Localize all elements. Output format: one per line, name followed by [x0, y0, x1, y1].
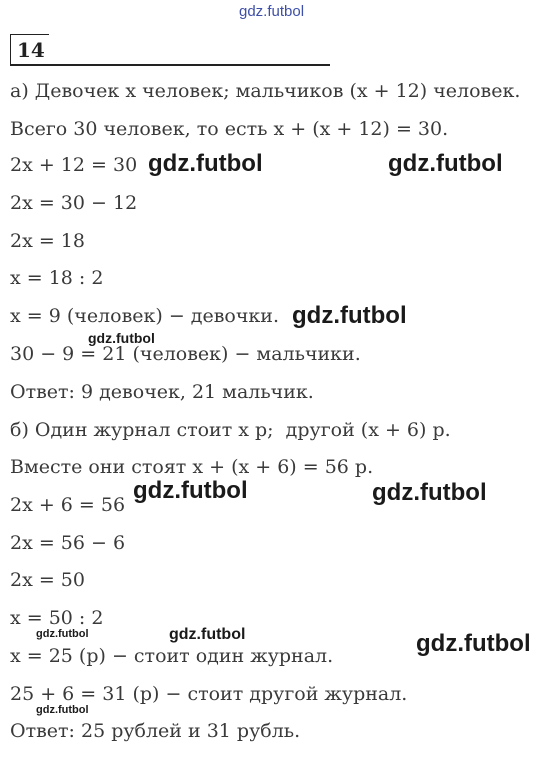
solution-line: 2x = 18	[10, 230, 85, 252]
watermark-top: gdz.futbol	[239, 3, 305, 20]
solution-line: 2x + 6 = 56	[10, 494, 126, 516]
task-number: 14	[10, 34, 49, 65]
watermark: gdz.futbol	[388, 150, 503, 177]
watermark: gdz.futbol	[416, 630, 531, 657]
solution-line: x = 25 (р) − стоит один журнал.	[10, 645, 334, 667]
solution-line: Всего 30 человек, то есть x + (x + 12) = 30.	[10, 118, 449, 140]
answer-line: Ответ: 9 девочек, 21 мальчик.	[10, 381, 314, 403]
watermark: gdz.futbol	[88, 330, 155, 346]
solution-line: 30 − 9 = 21 (человек) − мальчики.	[10, 343, 361, 365]
solution-line: 2x + 12 = 30	[10, 154, 138, 176]
solution-line: x = 50 : 2	[10, 607, 104, 629]
watermark: gdz.futbol	[133, 477, 248, 504]
solution-line: x = 9 (человек) − девочки.	[10, 305, 280, 327]
solution-line: а) Девочек x человек; мальчиков (x + 12) человек.	[10, 80, 521, 102]
solution-line: б) Один журнал стоит x р; другой (x + 6) р.	[10, 419, 451, 441]
task-number-underline	[10, 64, 330, 66]
solution-line: Вместе они стоят x + (x + 6) = 56 р.	[10, 456, 374, 478]
watermark: gdz.futbol	[36, 704, 89, 716]
solution-line: 25 + 6 = 31 (р) − стоит другой журнал.	[10, 683, 408, 705]
solution-line: 2x = 56 − 6	[10, 532, 126, 554]
watermark: gdz.futbol	[372, 479, 487, 506]
solution-line: 2x = 50	[10, 569, 85, 591]
watermark: gdz.futbol	[148, 150, 263, 177]
watermark: gdz.futbol	[169, 626, 246, 643]
solution-line: 2x = 30 − 12	[10, 192, 138, 214]
watermark: gdz.futbol	[36, 628, 89, 640]
solution-line: x = 18 : 2	[10, 267, 104, 289]
watermark: gdz.futbol	[292, 302, 407, 329]
answer-line: Ответ: 25 рублей и 31 рубль.	[10, 720, 301, 742]
